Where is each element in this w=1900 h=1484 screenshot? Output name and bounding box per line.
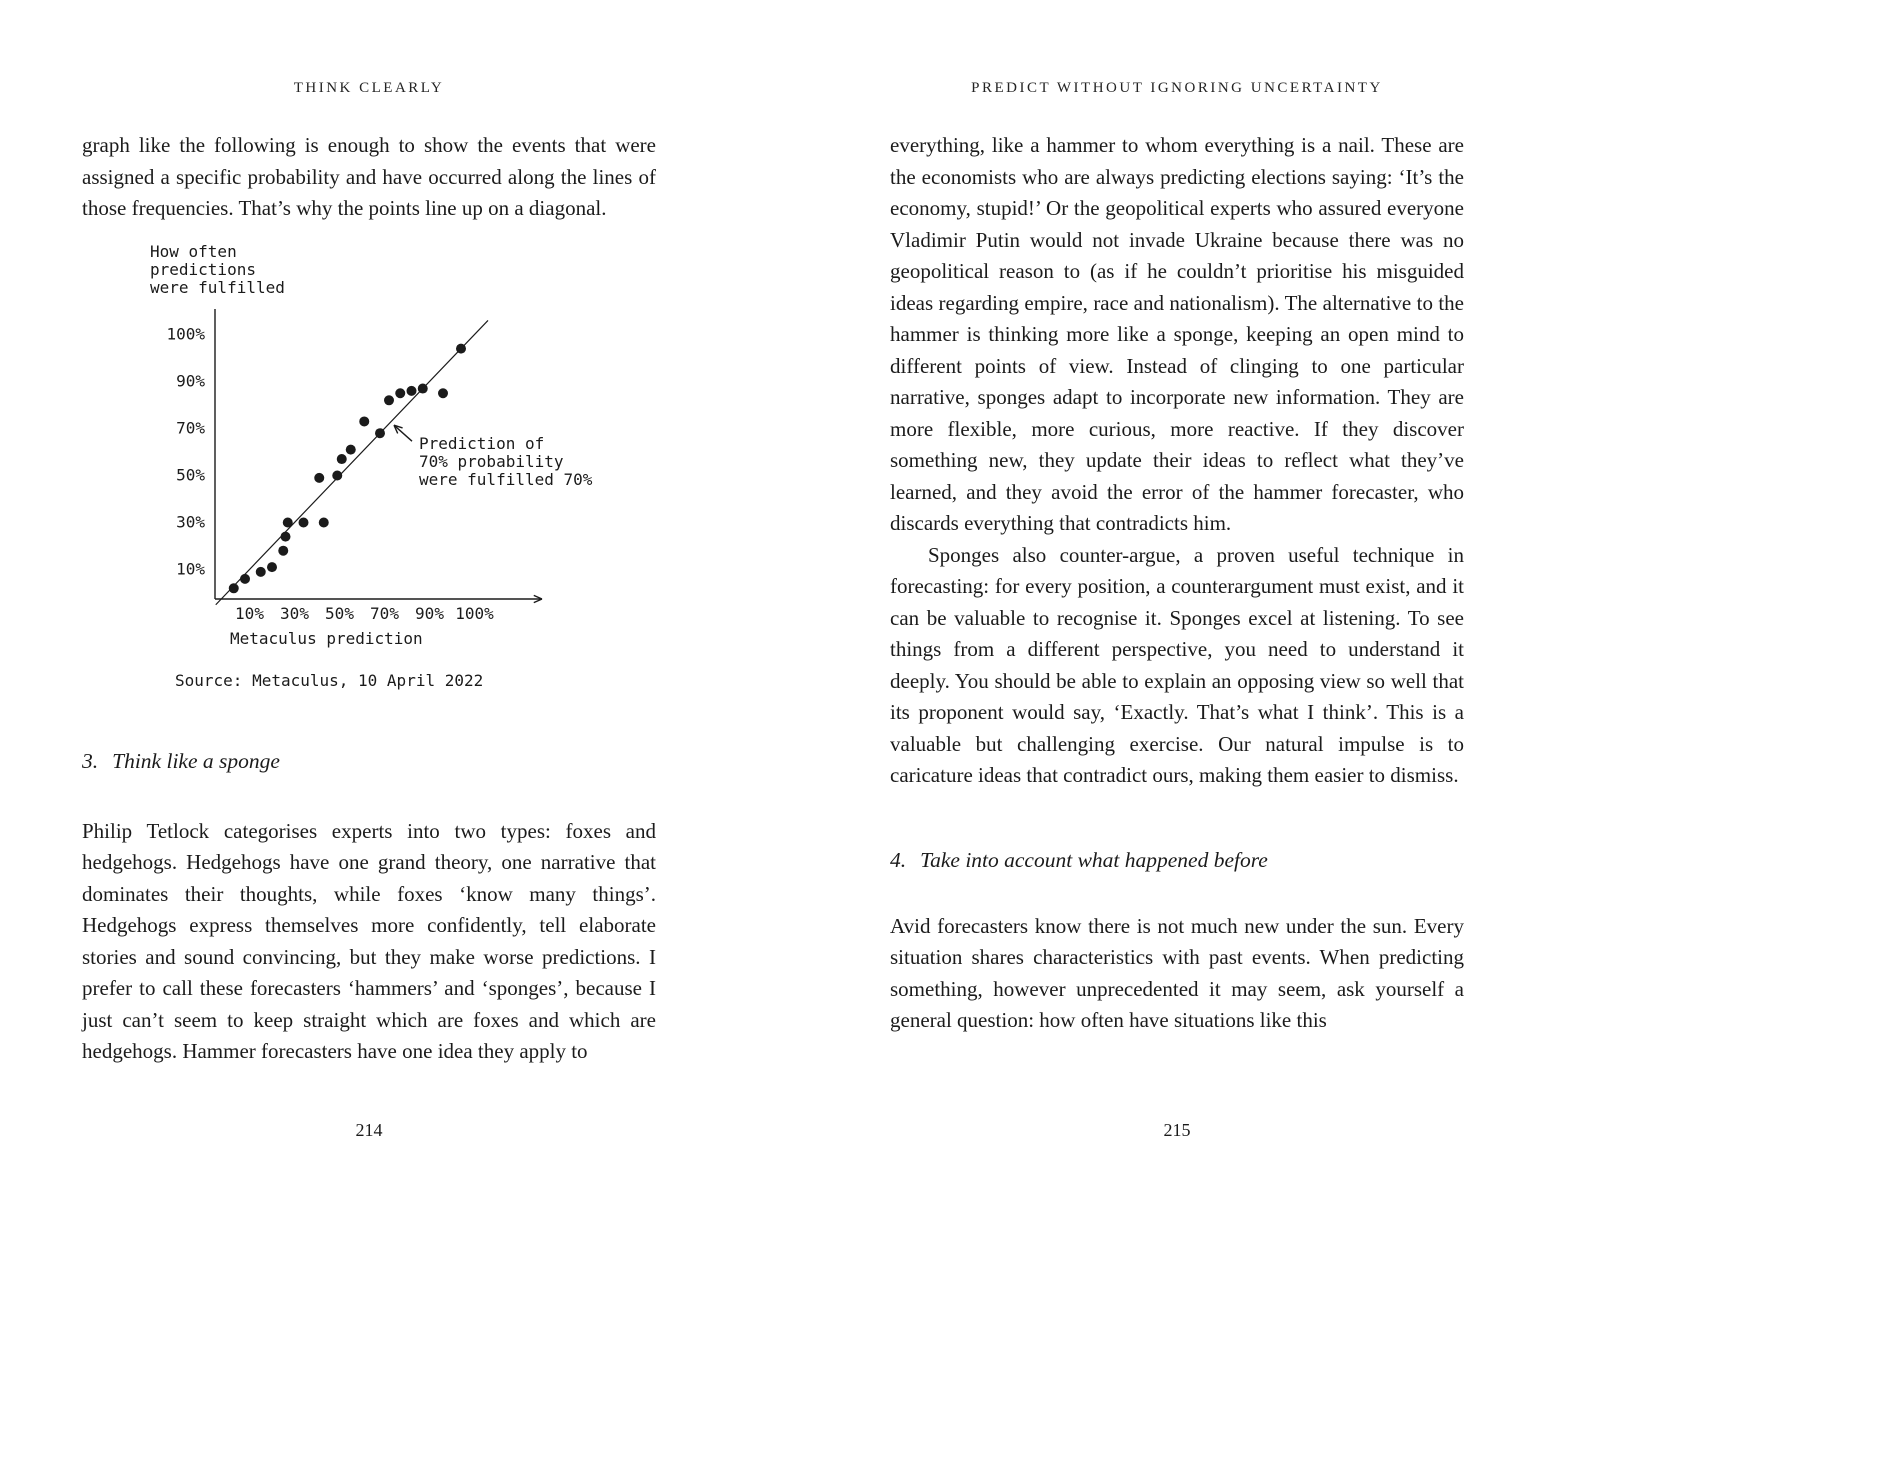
running-header-left: THINK CLEARLY <box>293 80 445 96</box>
x-tick-label: 30% <box>280 603 309 623</box>
data-point <box>418 383 428 393</box>
paragraph-left-1: graph like the following is enough to show the events that were assigned a specific probability and have occurred along the lines of those frequencies. That’s why the points line up on a diagonal. <box>82 133 656 220</box>
section-title: Think like a sponge <box>112 748 280 773</box>
y-tick-label: 30% <box>176 512 205 531</box>
data-point <box>278 545 288 555</box>
x-tick-label: 90% <box>415 603 444 623</box>
section-heading-3 <box>82 749 656 774</box>
x-tick-label: 70% <box>370 603 399 623</box>
page-number-left: 214 <box>355 1120 383 1140</box>
data-point <box>281 531 291 541</box>
data-point <box>299 517 309 527</box>
data-point <box>456 343 466 353</box>
chart-source: Source: Metaculus, 10 April 2022 <box>175 670 484 690</box>
data-point <box>407 385 417 395</box>
page-right <box>890 80 1464 1470</box>
y-tick-label: 50% <box>176 465 205 484</box>
paragraph-right-2: Sponges also counter-argue, a proven useful technique in forecasting: for every position, a counterargument must exist, and it can be valuable to recognise it. Sponges excel at listening. To see things from a different perspective, you need to understand it deeply. You should be able to explain an opposing view so well that its proponent would say, ‘Exactly. That’s what I think’. This is a valuable but challenging exercise. Our natural impulse is to caricature ideas that contradict ours, making them easier to dismiss. <box>890 542 1464 787</box>
x-tick-label: 100% <box>455 603 494 623</box>
data-point <box>283 517 293 527</box>
data-point <box>337 454 347 464</box>
x-tick-label: 10% <box>235 603 264 623</box>
scatter-plot <box>82 241 656 651</box>
data-point <box>240 573 250 583</box>
data-point <box>438 388 448 398</box>
section-number: 4. <box>890 847 907 872</box>
data-point <box>314 472 324 482</box>
annotation-arrow <box>394 425 412 441</box>
x-axis-title: Metaculus prediction <box>230 628 423 648</box>
paragraph-right-1: everything, like a hammer to whom everything is a nail. These are the economists who are always predicting elections saying: ‘It’s the economy, stupid!’ Or the geopolitical experts who assured everyone Vladimir Putin would not invade Ukraine because there was no geopolitical reason to (as if he couldn’t prioritise his misguided ideas regarding empire, race and nationalism). The alternative to the hammer is thinking more like a sponge, keeping an open mind to different points of view. Instead of clinging to one particular narrative, sponges adapt to incorporate new information. They are more flexible, more curious, more reactive. If they discover something new, they update their ideas to reflect what they’ve learned, and they avoid the error of the hammer forecaster, who discards everything that contradicts him. <box>890 133 1464 535</box>
y-axis-title: How often predictions were fulfilled <box>150 241 285 297</box>
data-point <box>375 428 385 438</box>
data-point <box>346 444 356 454</box>
page-left <box>82 80 656 1470</box>
data-point <box>384 395 394 405</box>
data-point <box>256 566 266 576</box>
data-point <box>229 583 239 593</box>
section-heading-4 <box>890 848 1464 873</box>
x-axis <box>215 595 542 602</box>
scatter-chart-figure <box>82 241 656 697</box>
paragraph-left-2: Philip Tetlock categorises experts into two types: foxes and hedgehogs. Hedgehogs have one grand theory, one narrative that dominates their thoughts, while foxes ‘know many things’. Hedgehogs express themselves more confidently, tell elaborate stories and sound convincing, but they make worse predictions. I prefer to call these forecasters ‘hammers’ and ‘sponges’, because I just can’t seem to keep straight which are foxes and which are hedgehogs. Hammer forecasters have one idea they apply to <box>82 818 656 1063</box>
page-number-right: 215 <box>1163 1120 1191 1140</box>
paragraph-right-3: Avid forecasters know there is not much new under the sun. Every situation shares characteristics with past events. When predicting something, however unprecedented it may seem, ask yourself a general question: how often have situations like this <box>890 913 1464 1032</box>
y-tick-label: 100% <box>166 324 205 343</box>
running-header-right: PREDICT WITHOUT IGNORING UNCERTAINTY <box>971 80 1383 96</box>
section-number: 3. <box>82 748 99 773</box>
data-point <box>319 517 329 527</box>
data-point <box>359 416 369 426</box>
data-point <box>332 470 342 480</box>
section-title: Take into account what happened before <box>920 847 1268 872</box>
y-tick-label: 90% <box>176 371 205 390</box>
data-point <box>395 388 405 398</box>
x-tick-label: 50% <box>325 603 354 623</box>
y-tick-label: 10% <box>176 559 205 578</box>
y-tick-label: 70% <box>176 418 205 437</box>
data-point <box>267 562 277 572</box>
annotation-text: Prediction of 70% probability were fulfilled 70% <box>419 433 593 489</box>
